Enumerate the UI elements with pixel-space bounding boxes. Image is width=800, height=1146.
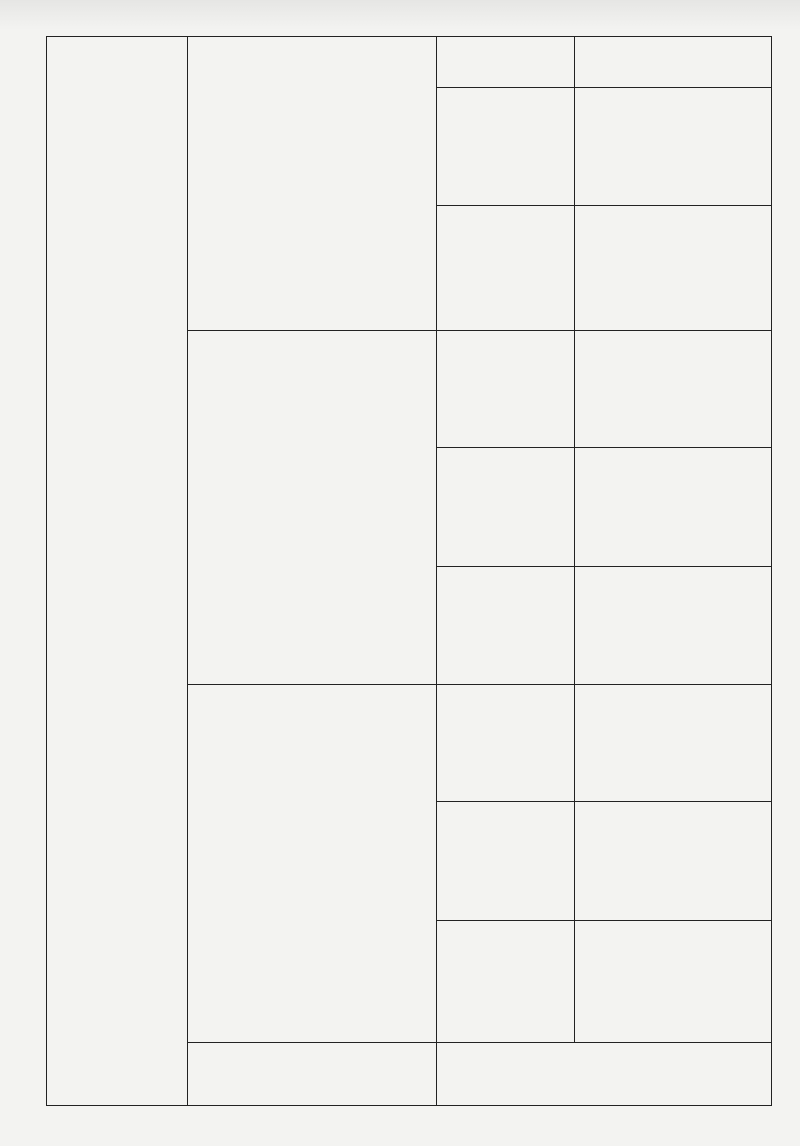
row-label	[437, 448, 575, 566]
row-value	[575, 448, 772, 566]
row-label	[437, 685, 575, 802]
row-label	[437, 920, 575, 1042]
statistics-table	[46, 36, 772, 1106]
row-label	[437, 331, 575, 448]
row-value	[575, 566, 772, 684]
smart-qa-value	[437, 1043, 772, 1106]
row-value	[575, 87, 772, 205]
row-label	[437, 802, 575, 920]
row-value	[575, 685, 772, 802]
row-label	[437, 87, 575, 205]
row-value	[575, 802, 772, 920]
row-label	[437, 206, 575, 331]
left-category-cell-blank	[47, 37, 188, 1106]
row-label	[437, 566, 575, 684]
row-value	[575, 331, 772, 448]
page-top-shadow	[0, 0, 800, 30]
category-interview	[188, 685, 437, 1043]
value-cell-empty	[575, 37, 772, 88]
smart-qa-label	[188, 1043, 437, 1106]
unit-label	[437, 37, 575, 88]
middle-category-cell-blank	[188, 37, 437, 331]
row-value	[575, 920, 772, 1042]
category-survey	[188, 331, 437, 685]
row-value	[575, 206, 772, 331]
